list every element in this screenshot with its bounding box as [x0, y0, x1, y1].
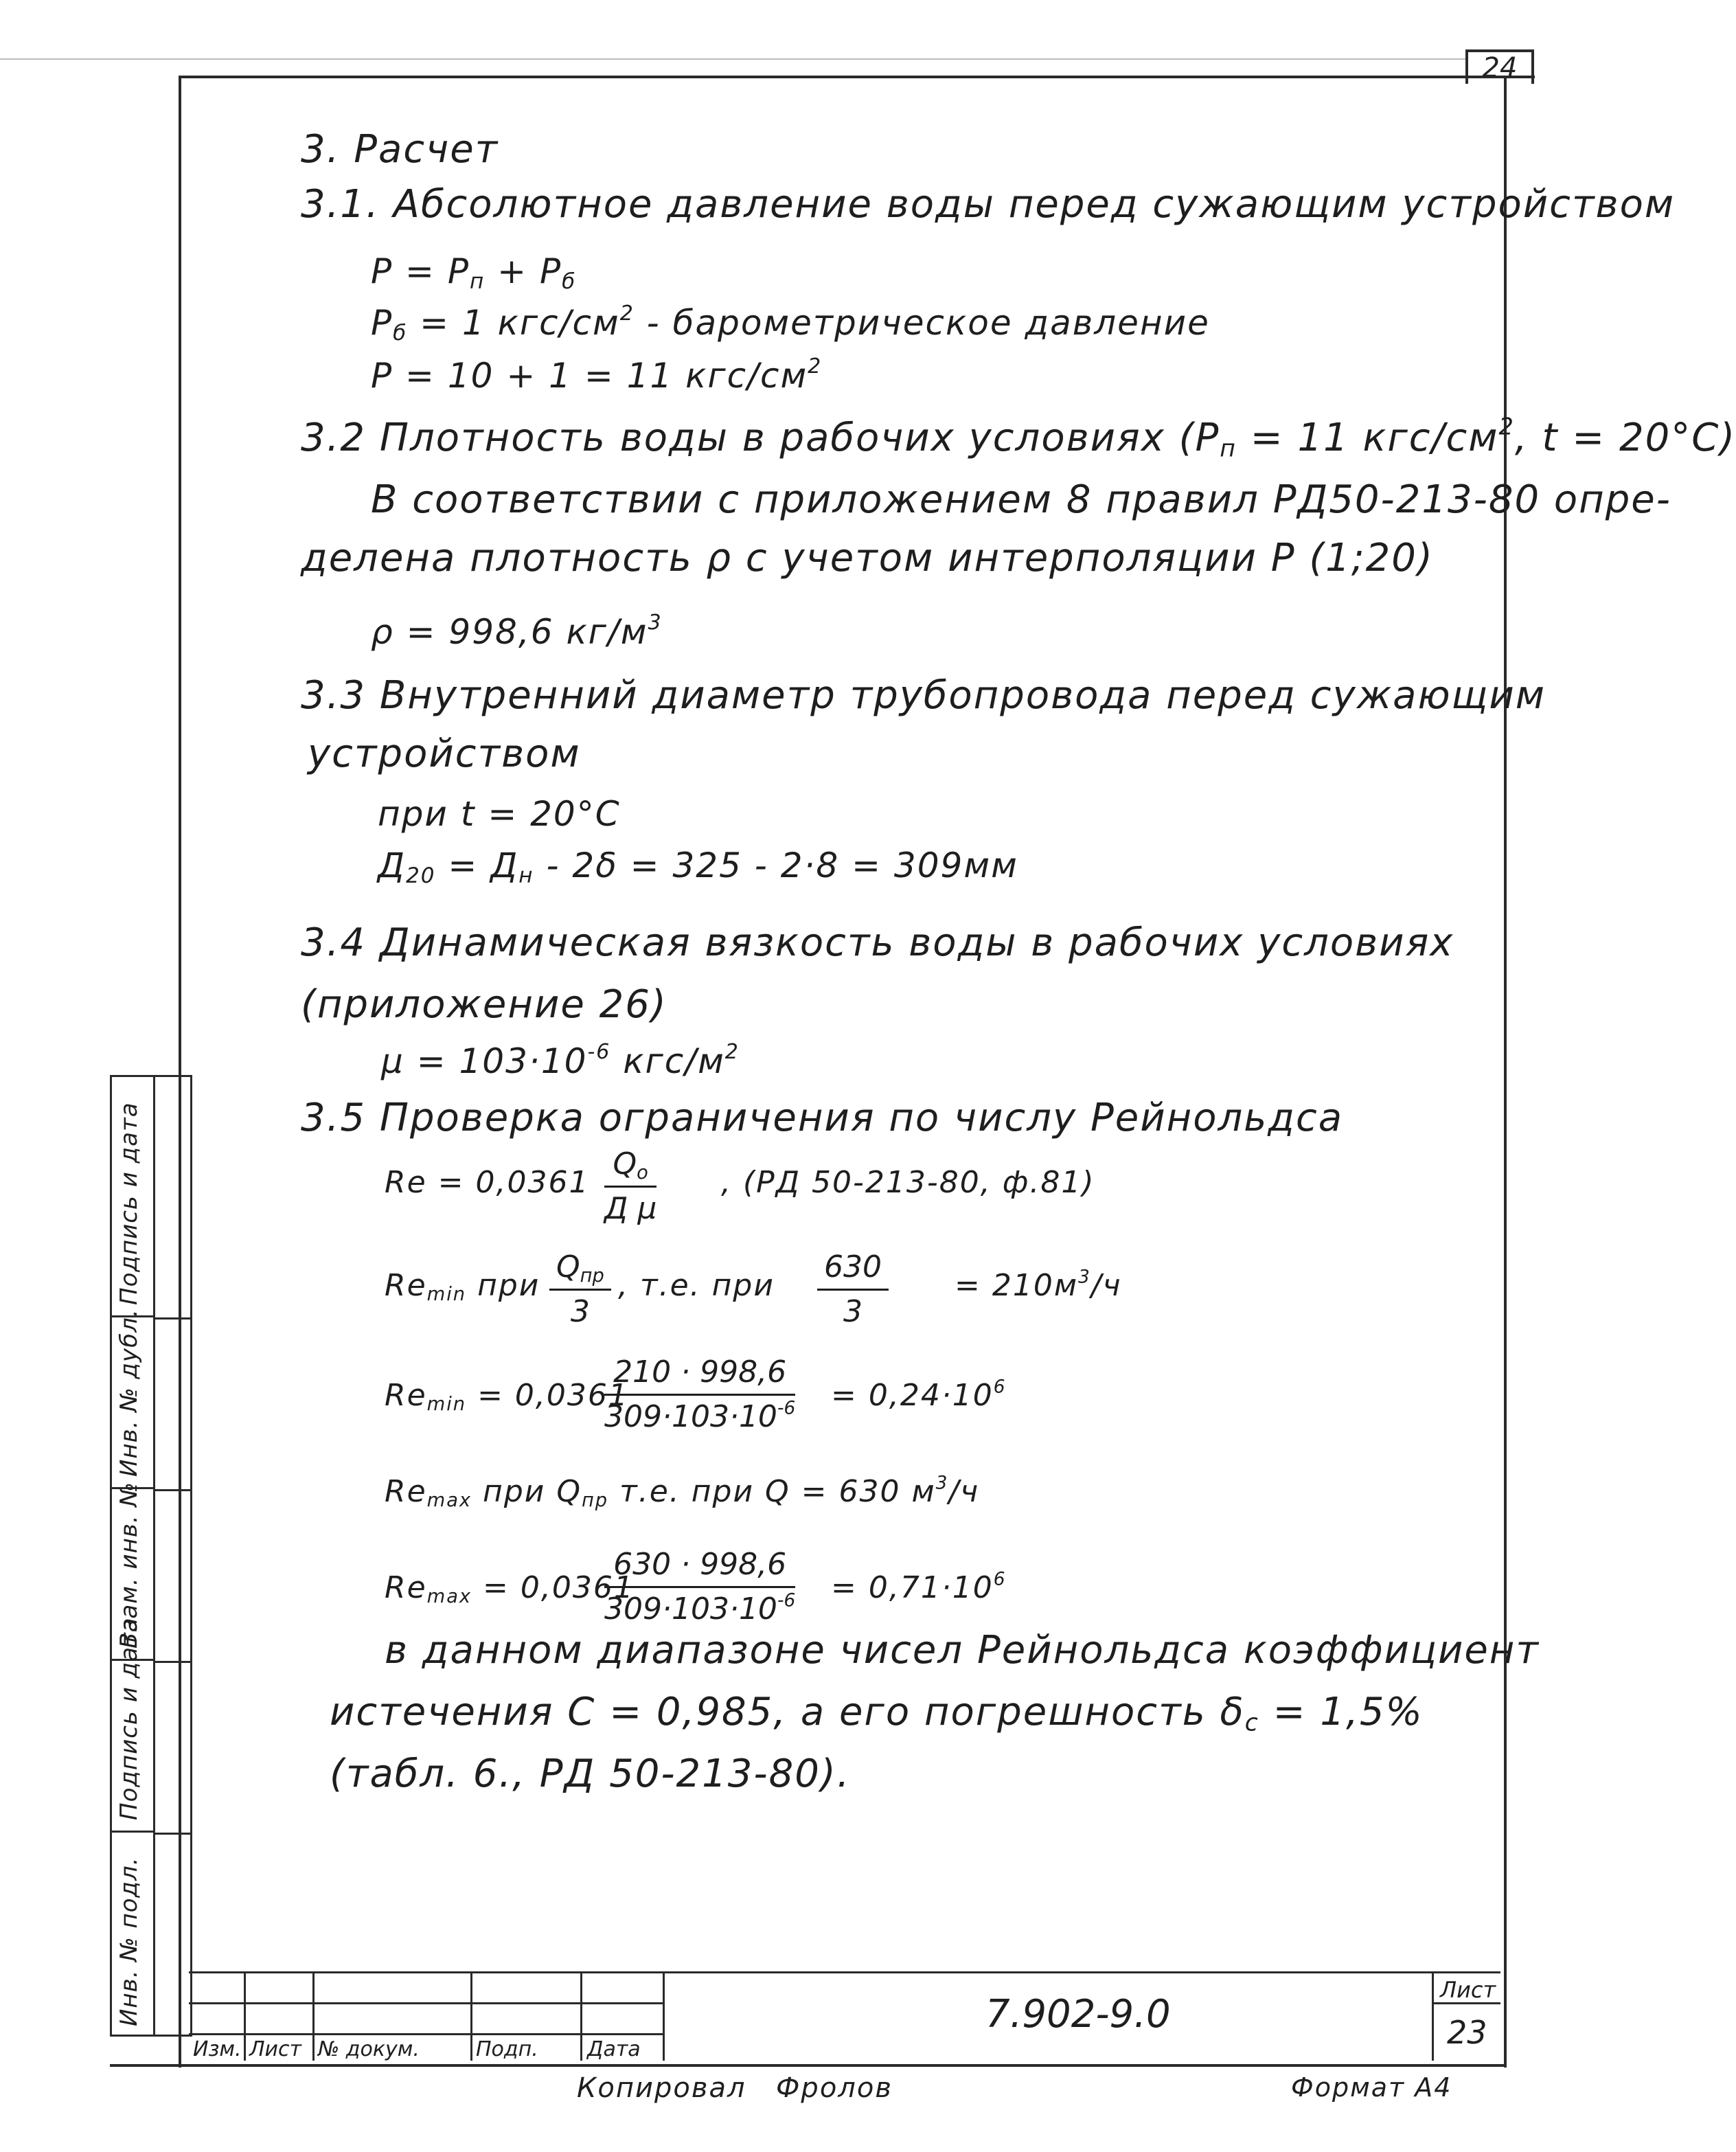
- side-label-signature-date-top: Подпись и дата: [115, 1102, 143, 1305]
- item-3-1-heading: 3.1. Абсолютное давление воды перед сужающим устройством: [301, 182, 1676, 227]
- header-izm: Изм.: [193, 2037, 242, 2061]
- header-signature: Подп.: [476, 2037, 538, 2061]
- side-strip-row-line: [153, 1489, 190, 1491]
- fraction-numerator: $Q_о$: [604, 1148, 656, 1188]
- reynolds-formula-lhs: Re = 0,0361: [385, 1165, 590, 1200]
- title-block-row-line: [189, 2002, 663, 2004]
- title-block-col-line: [244, 1971, 246, 2061]
- re-min-result: = $0,24\cdot 10^6$: [831, 1376, 1007, 1413]
- copied-by-signature: Фролов: [776, 2072, 893, 2104]
- re-max-fraction: [604, 1549, 795, 1625]
- title-block-col-line: [580, 1971, 582, 2061]
- header-doc-number: № докум.: [318, 2037, 420, 2061]
- re-min-condition-lhs: $Re_{min}$ при: [385, 1268, 540, 1305]
- side-strip-row-line: [153, 1661, 190, 1663]
- re-min-condition-rhs: = $210м^3/ч$: [955, 1266, 1122, 1303]
- title-block-top-line: [189, 1971, 1500, 1973]
- barometric-pressure-line: $P_б = 1$ кгс/$см^2$ - барометрическое давление: [371, 302, 1210, 346]
- frame-top-line: [179, 76, 1535, 78]
- fraction-numerator: 630 · 998,6: [604, 1549, 795, 1588]
- density-text-line-1: В соответствии с приложением 8 правил РД50-213-80 опре-: [371, 477, 1671, 522]
- format-label: Формат А4: [1291, 2072, 1452, 2103]
- document-code: 7.902-9.0: [985, 1992, 1171, 2037]
- side-strip-row-line: [153, 1833, 190, 1835]
- re-min-lhs: $Re_{min} = 0,0361$: [385, 1378, 629, 1415]
- item-3-5-heading: 3.5 Проверка ограничения по числу Рейнольдса: [301, 1096, 1344, 1140]
- item-3-4-heading: 3.4 Динамическая вязкость воды в рабочих условиях: [301, 920, 1454, 965]
- temperature-condition: при t = 20°C: [378, 794, 621, 834]
- re-max-condition: $Re_{max}$ при $Q_{пр}$ т.е. при Q = 630 $м^3/ч$: [385, 1472, 980, 1511]
- title-block-col-line: [663, 1971, 665, 2061]
- header-list: Лист: [249, 2037, 302, 2061]
- fraction-numerator: $Q_{пр}$: [549, 1251, 611, 1291]
- side-label-inv-dubl: Инв. № дубл.: [115, 1309, 143, 1477]
- formula-pressure-sum: $P = P_п + P_б$: [371, 251, 577, 294]
- title-block-row-line: [189, 2033, 663, 2035]
- density-text-line-2: делена плотность ρ с учетом интерполяции P (1;20): [301, 536, 1434, 580]
- re-max-lhs: $Re_{max} = 0,0361$: [385, 1570, 635, 1607]
- fraction-denominator: 3: [843, 1294, 863, 1330]
- copied-by-label: Копировал: [577, 2072, 746, 2104]
- appendix-reference: (приложение 26): [301, 982, 667, 1027]
- title-block: [189, 1971, 1500, 2061]
- absolute-pressure-value: P = 10 + 1 = 11 кгс/$см^2$: [371, 354, 823, 396]
- fraction-numerator: 630: [817, 1251, 889, 1291]
- diameter-formula: $Д_{20} = Д_н - 2\delta = 325 - 2\cdot 8 = 309мм$: [378, 846, 1018, 888]
- section-heading: 3. Расчет: [301, 127, 499, 172]
- item-3-2-heading: 3.2 Плотность воды в рабочих условиях ($P_п = 11$ кгс/$см^2$, t = 20°C): [301, 413, 1736, 463]
- title-block-col-line: [1432, 1971, 1434, 2061]
- side-strip-divider: [153, 1077, 155, 2035]
- re-min-condition-fraction-2: [817, 1251, 889, 1328]
- density-value: ρ = 998,6 $кг/м^3$: [371, 611, 663, 652]
- re-min-condition-fraction-1: [549, 1251, 611, 1328]
- side-label-signature-date-bottom: Подпись и дата: [115, 1617, 143, 1820]
- conclusion-line-3: (табл. 6., РД 50-213-80).: [330, 1752, 851, 1796]
- re-min-condition-mid: , т.е. при: [618, 1268, 775, 1303]
- sheet-number: 23: [1447, 2014, 1487, 2051]
- reynolds-formula-fraction: [604, 1148, 656, 1225]
- re-min-fraction: [604, 1357, 795, 1433]
- item-3-3-heading: 3.3 Внутренний диаметр трубопровода перед сужающим: [301, 673, 1546, 718]
- fraction-denominator: Д μ: [604, 1191, 657, 1227]
- frame-right-line: [1504, 76, 1507, 2068]
- conclusion-line-1: в данном диапазоне чисел Рейнольдса коэффициент: [385, 1628, 1540, 1673]
- title-block-col-line: [470, 1971, 472, 2061]
- side-label-inv-podl: Инв. № подл.: [115, 1857, 143, 2026]
- frame-bottom-line: [110, 2064, 1507, 2067]
- conclusion-line-2: истечения C = 0,985, а его погрешность $\delta_c = 1,5\%$: [330, 1690, 1424, 1737]
- reynolds-formula-reference: , (РД 50-213-80, ф.81): [721, 1165, 1095, 1200]
- re-max-result: = $0,71\cdot 10^6$: [831, 1568, 1007, 1605]
- fraction-denominator: $309\cdot 103\cdot 10^{-6}$: [604, 1397, 796, 1435]
- item-3-3-heading-cont: устройством: [308, 732, 581, 776]
- sheet-label: Лист: [1440, 1977, 1496, 2003]
- page-top-trim-line: [0, 58, 1465, 60]
- fraction-numerator: 210 · 998,6: [604, 1357, 795, 1396]
- fraction-denominator: 3: [570, 1294, 590, 1330]
- side-strip-row-line: [153, 1317, 190, 1319]
- side-label-vzam-inv: Взам. инв. №: [115, 1482, 143, 1649]
- header-date: Дата: [587, 2037, 641, 2061]
- viscosity-value: $\mu = 103\cdot 10^{-6}$ кгс/$м^2$: [381, 1040, 740, 1081]
- sheet-number-corner: 24: [1465, 49, 1534, 84]
- fraction-denominator: $309\cdot 103\cdot 10^{-6}$: [604, 1589, 796, 1627]
- title-block-col-line: [312, 1971, 315, 2061]
